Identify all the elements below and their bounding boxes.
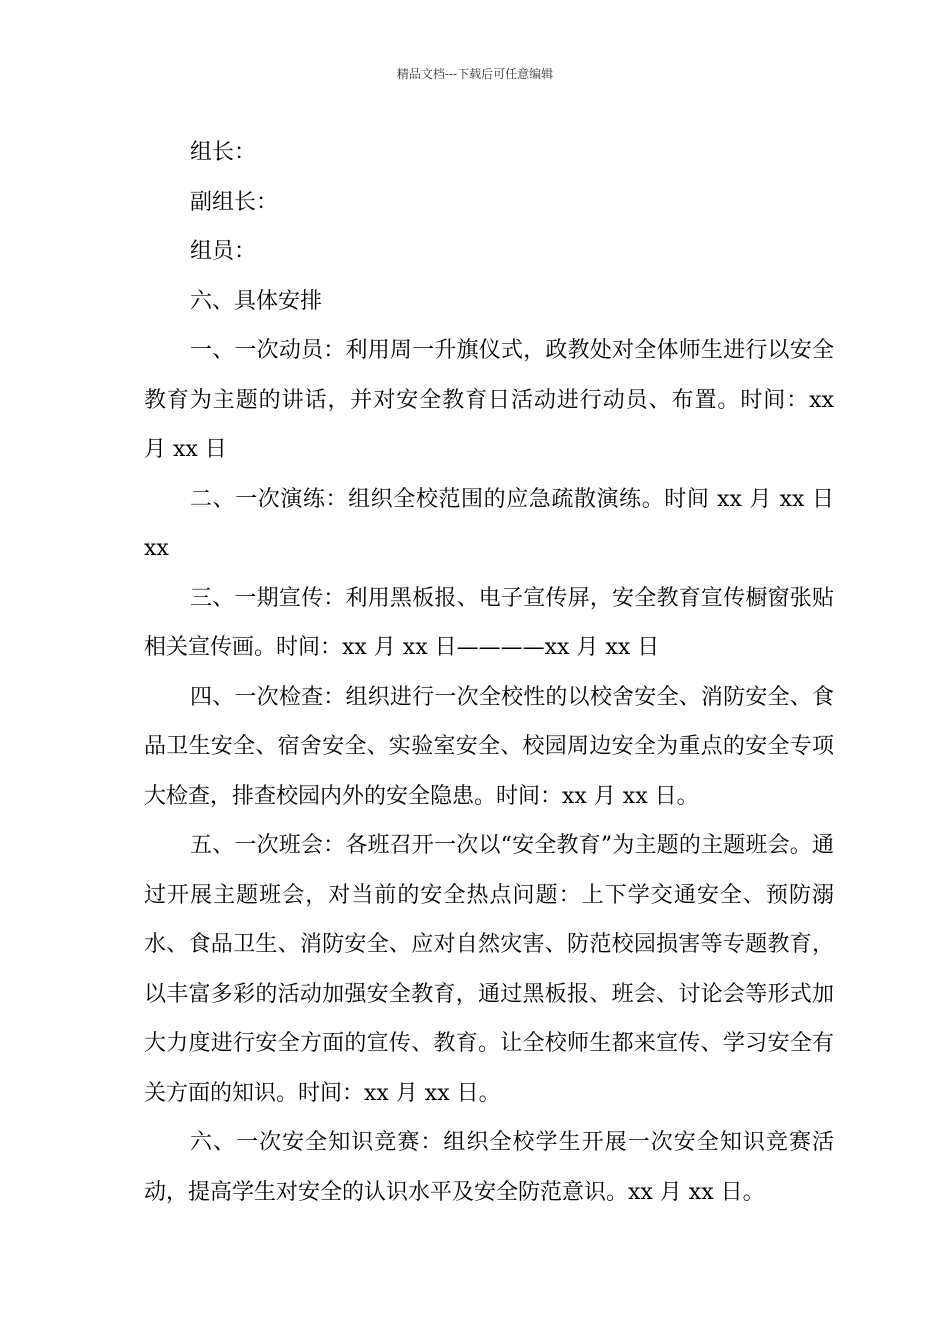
section-heading-arrangement: 六、具体安排	[190, 288, 323, 314]
page-header: 精品文档---下载后可任意编辑	[396, 67, 554, 81]
document-body	[144, 128, 841, 1217]
paragraph-deputy-leader: 副组长：	[190, 189, 279, 215]
paragraph-members: 组员：	[190, 239, 257, 264]
paragraph-publicity: 三、一期宣传：利用黑板报、电子宣传屏，安全教育宣传橱窗张贴相关宣传画。时间：xx 月 xx 日————xx 月 xx 日	[144, 585, 834, 660]
paragraph-class-meeting: 五、一次班会：各班召开一次以“安全教育”为主题的主题班会。通过开展主题班会，对当前的安全热点问题：上下学交通安全、预防溺水、食品卫生、消防安全、应对自然灾害、防范校园损害等专题教育，以丰富多彩的活动加强安全教育，通过黑板报、班会、讨论会等形式加大力度进行安全方面的宣传、教育。让全校师生都来宣传、学习安全有关方面的知识。时间：xx 月 xx 日。	[144, 833, 834, 1106]
paragraph-inspection: 四、一次检查：组织进行一次全校性的以校舍安全、消防安全、食品卫生安全、宿舍安全、实验室安全、校园周边安全为重点的安全专项大检查，排查校园内外的安全隐患。时间：xx 月 xx 日。	[144, 684, 834, 809]
paragraph-drill: 二、一次演练：组织全校范围的应急疏散演练。时间 xx 月 xx 日 xx	[144, 486, 841, 561]
paragraph-mobilization: 一、一次动员：利用周一升旗仪式，政教处对全体师生进行以安全教育为主题的讲话，并对安全教育日活动进行动员、布置。时间：xx 月 xx 日	[144, 338, 841, 462]
paragraph-group-leader: 组长：	[190, 140, 257, 165]
paragraph-knowledge-contest: 六、一次安全知识竞赛：组织全校学生开展一次安全知识竞赛活动，提高学生对安全的认识水平及安全防范意识。xx 月 xx 日。	[144, 1130, 834, 1205]
